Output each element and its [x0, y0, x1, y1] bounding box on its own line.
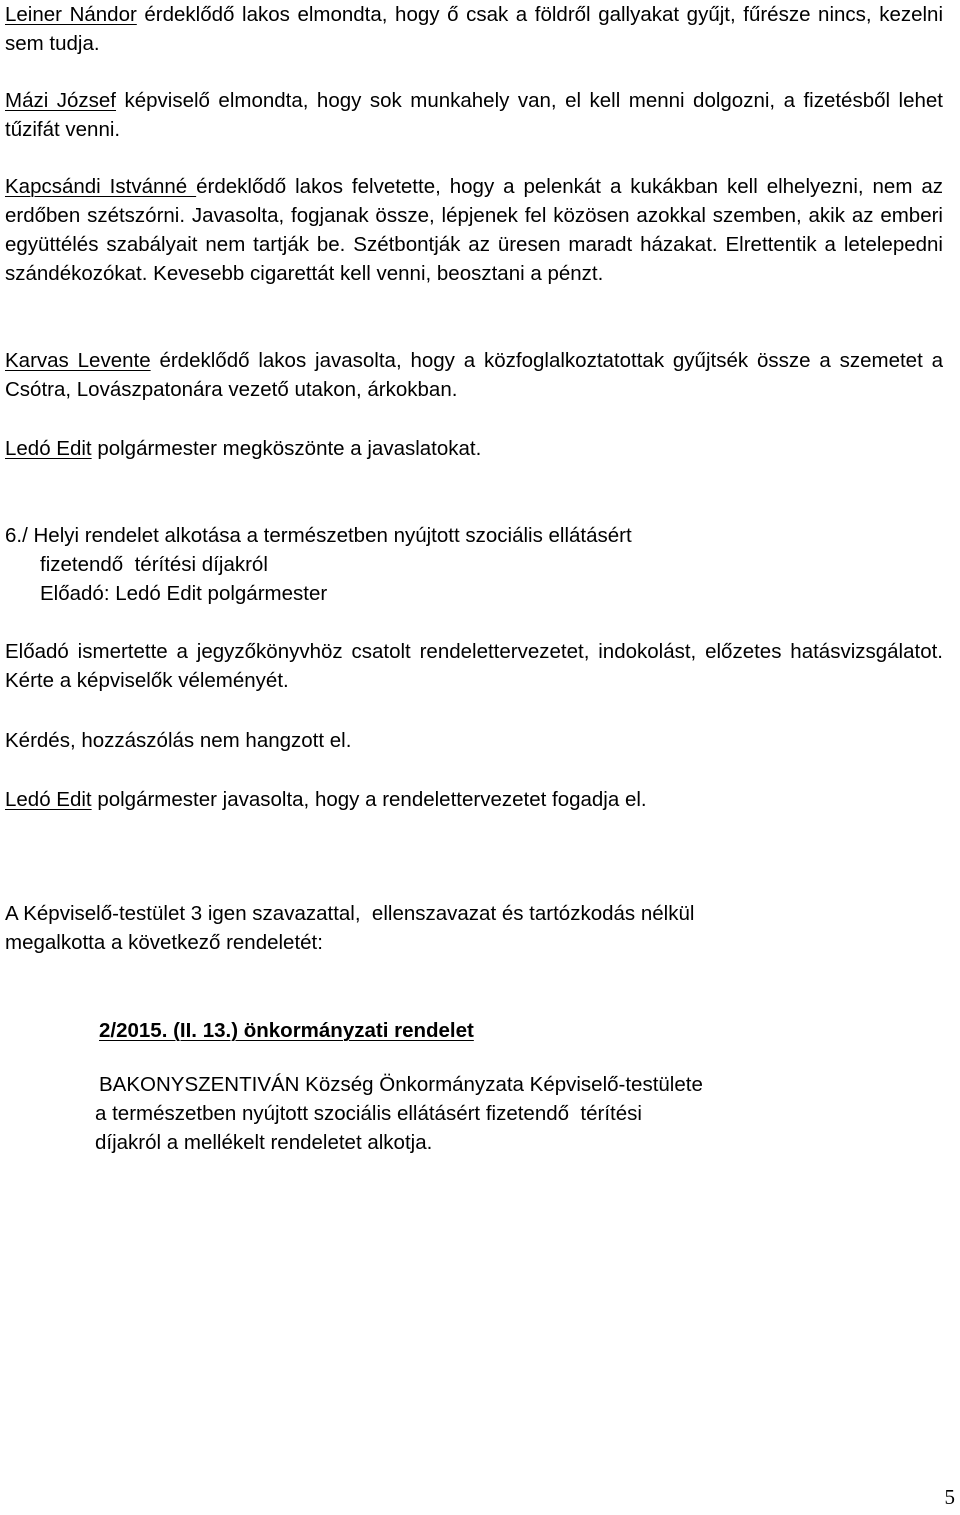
decree-line-1: BAKONYSZENTIVÁN Község Önkormányzata Képviselő-testülete	[99, 1073, 703, 1096]
paragraph-proposal	[5, 785, 647, 814]
speaker-name: Ledó Edit	[5, 788, 92, 811]
paragraph-leiner	[5, 0, 943, 58]
paragraph-text: érdeklődő lakos javasolta, hogy a közfoglalkoztatottak gyűjtsék össze a szemetet a Csótra, Lovászpatonára vezető utakon, árkokban.	[5, 349, 944, 401]
paragraph-text: érdeklődő lakos felvetette, hogy a pelenkát a kukákban kell elhelyezni, nem az erdőben szétszórni. Javasolta, fogjanak össze, lépjenek fel közösen azokkal szemben, akik az emberi együttélés szabályait nem tartják be. Szétbontják az üresen maradt házakat. Elrettentik a letelepedni szándékozókat. Kevesebb cigarettát kell venni, beosztani a pénzt.	[5, 175, 943, 285]
speaker-name: Karvas Levente	[5, 349, 151, 372]
paragraph-text: érdeklődő lakos elmondta, hogy ő csak a földről gallyakat gyűjt, fűrésze nincs, kezelni sem tudja.	[5, 3, 944, 55]
decree-title: 2/2015. (II. 13.) önkormányzati rendelet	[99, 1019, 474, 1042]
speaker-name: Leiner Nándor	[5, 3, 137, 26]
speaker-name: Mázi József	[5, 89, 117, 112]
paragraph-mazi	[5, 86, 943, 144]
speaker-name: Ledó Edit	[5, 437, 92, 460]
agenda-item-subtitle: fizetendő térítési díjakról	[40, 553, 268, 576]
agenda-item-presenter: Előadó: Ledó Edit polgármester	[40, 582, 328, 605]
paragraph-text: polgármester megköszönte a javaslatokat.	[91, 437, 482, 460]
vote-line-2: megalkotta a következő rendeletét:	[5, 931, 323, 954]
paragraph-text: képviselő elmondta, hogy sok munkahely van, el kell menni dolgozni, a fizetésből lehet tűzifát venni.	[5, 89, 943, 141]
paragraph-karvas	[5, 346, 943, 404]
decree-line-3: díjakról a mellékelt rendeletet alkotja.	[95, 1131, 433, 1154]
paragraph-questions: Kérdés, hozzászólás nem hangzott el.	[5, 729, 352, 752]
page-number: 5	[944, 1485, 955, 1509]
paragraph-text: polgármester javasolta, hogy a rendelettervezetet fogadja el.	[91, 788, 647, 811]
decree-line-2: a természetben nyújtott szociális ellátásért fizetendő térítési	[95, 1102, 642, 1125]
vote-line-1: A Képviselő-testület 3 igen szavazattal, ellenszavazat és tartózkodás nélkül	[5, 902, 695, 925]
paragraph-ledo-thanks	[5, 434, 481, 463]
agenda-item-title: 6./ Helyi rendelet alkotása a természetben nyújtott szociális ellátásért	[5, 524, 632, 547]
speaker-name: Kapcsándi Istvánné	[5, 175, 197, 198]
paragraph-presentation: Előadó ismertette a jegyzőkönyvhöz csatolt rendelettervezetet, indokolást, előzetes hatásvizsgálatot. Kérte a képviselők véleményét.	[5, 640, 943, 692]
paragraph-kapcsandi	[5, 172, 943, 288]
